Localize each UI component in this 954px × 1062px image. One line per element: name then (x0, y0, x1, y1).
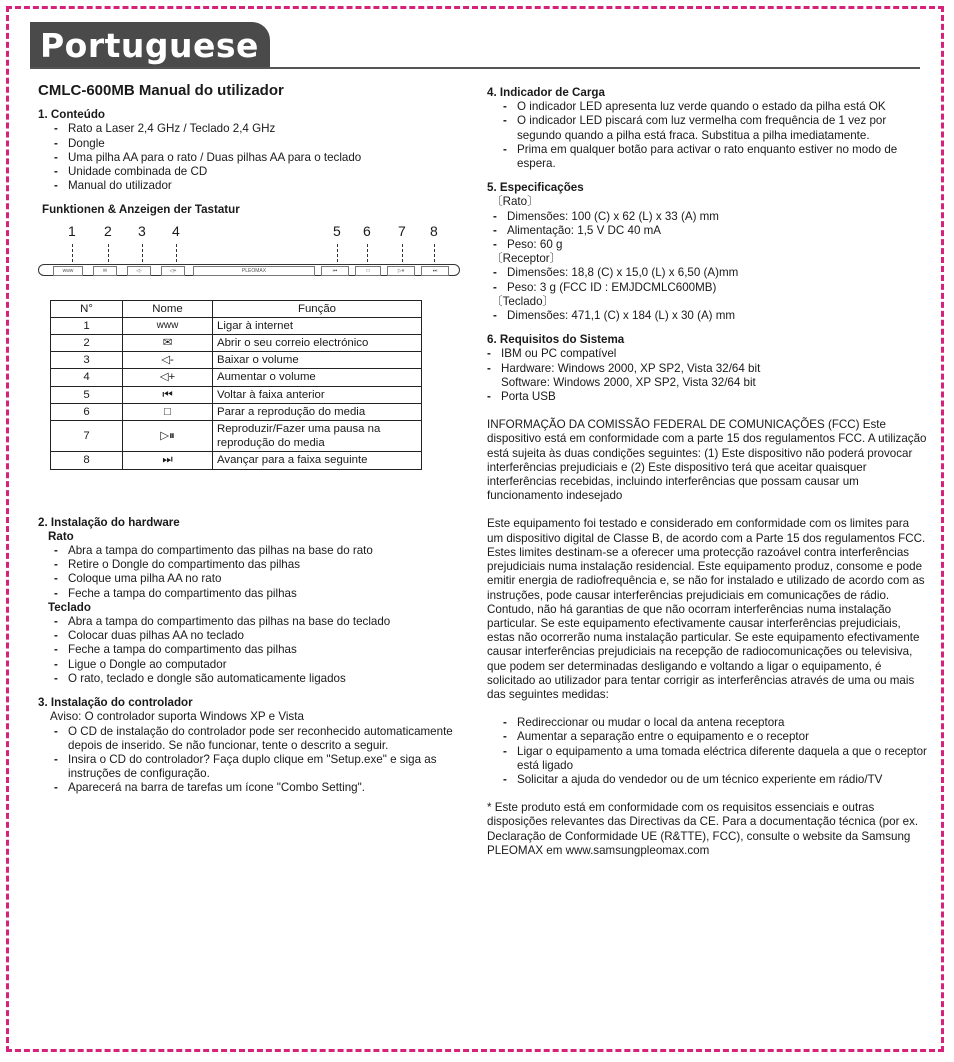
list-item: - Solicitar a ajuda do vendedor ou de um técnico experiente em rádio/TV (503, 773, 927, 787)
software-req: Software: Windows 2000, XP SP2, Vista 32/64 bit (501, 375, 756, 389)
spec-receiver-label: 〔Receptor〕 (491, 252, 562, 266)
volume-down-icon: ◁- (123, 352, 213, 369)
row-function: Aumentar o volume (213, 369, 422, 386)
key-number: 1 (68, 222, 76, 239)
list-item: - Colocar duas pilhas AA no teclado (54, 629, 468, 643)
previous-track-icon: ⏮ (123, 386, 213, 403)
list-item: - Ligar o equipamento a uma tomada eléctrica diferente daquela a que o receptor está ligado (503, 745, 927, 773)
row-number: 6 (51, 403, 123, 420)
interference-measures-list (487, 716, 927, 787)
row-number: 4 (51, 369, 123, 386)
list-item: - IBM ou PC compatível (487, 347, 927, 361)
keyboard-subheading: Teclado (48, 600, 91, 614)
row-function: Parar a reprodução do media (213, 403, 422, 420)
table-row (51, 335, 422, 352)
ce-statement: * Este produto está em conformidade com os requisitos essenciais e outras disposições relevantes das Directivas da CE. Para a documentação técnica (por ex. Declaração de Conformidade UE (R&TTE), FCC), consulte o website da Samsung PLEOMAX em www.samsungpleomax.com (487, 801, 919, 857)
row-number: 8 (51, 452, 123, 469)
fcc-class-b-statement: Este equipamento foi testado e considerado em conformidade com os limites para um dispositivo digital de Classe B, de acordo com a Parte 15 dos regulamentos FCC. Estes limites destinam-se a oferecer uma protecção razoável contra interferências prejudiciais numa instalação residencial. Este equipamento produz, consome e pode emitir energia de radiofrequência e, se não for instalado e utilizado de acordo com as instruções, pode causar interferências prejudiciais em comunicações de rádio. Contudo, não há garantias de que não ocorram interferências numa instalação particular. Se este equipamento efectivamente causar interferências prejudiciais, estas não ocorrerão numa instalação particular. Se este equipamento efectivamente causar interferências prejudiciais na recepção de radiocomunicações ou televisiva, que podem ser determinadas desligando e voltando a ligar o equipamento, é solicitado ao utilizador para tentar corrigir as interferências através de uma ou mais das seguintes medidas: (487, 517, 926, 701)
column-header: Nome (123, 300, 213, 317)
key-number: 2 (104, 222, 112, 239)
key-www: www (53, 266, 83, 276)
list-item: - O indicador LED apresenta luz verde quando o estado da pilha está OK (503, 100, 927, 114)
list-item: - O CD de instalação do controlador pode ser reconhecido automaticamente depois de inserido. Se não funcionar, tente o descrito a seguir. (54, 725, 468, 753)
list-item: - Redireccionar ou mudar o local da antena receptora (503, 716, 927, 730)
list-item: - Rato a Laser 2,4 GHz / Teclado 2,4 GHz (54, 122, 468, 136)
fcc-statement: INFORMAÇÃO DA COMISSÃO FEDERAL DE COMUNICAÇÕES (FCC) Este dispositivo está em conformidade com a parte 15 dos regulamentos FCC. A utilização está sujeita às duas condições seguintes: (1) Este dispositivo não poderá provocar interferências prejudiciais e (2) Este dispositivo terá que aceitar quaisquer interferências recebidas, incluindo interferências que possam causar um funcionamento indesejado (487, 418, 927, 503)
list-item: - O indicador LED piscará com luz vermelha com frequência de 1 vez por segundo quando a pilha está fraca. Substitua a pilha imediatamente. (503, 114, 927, 142)
list-item (487, 362, 927, 390)
list-item: - Prima em qualquer botão para activar o rato enquanto estiver no modo de espera. (503, 143, 927, 171)
section-2-heading: 2. Instalação do hardware (38, 515, 180, 529)
keyboard-bar (38, 264, 460, 276)
keyboard-install-list (38, 615, 468, 686)
left-column (38, 84, 468, 796)
mail-icon: ✉ (123, 335, 213, 352)
mouse-subheading: Rato (48, 529, 74, 543)
right-column (487, 86, 927, 858)
key-next: ⏭ (421, 266, 449, 276)
row-function: Reproduzir/Fazer uma pausa na reprodução do media (213, 421, 422, 452)
manual-title: CMLC-600MB Manual do utilizador (38, 82, 284, 99)
row-function: Ligar à internet (213, 317, 422, 334)
stop-icon: □ (123, 403, 213, 420)
table-row (51, 369, 422, 386)
key-prev: ⏮ (321, 266, 349, 276)
row-function: Baixar o volume (213, 352, 422, 369)
functions-table (50, 300, 422, 470)
contents-list (38, 122, 468, 193)
language-tab (30, 22, 270, 68)
section-1-heading: 1. Conteúdo (38, 108, 105, 122)
list-item: - Insira o CD do controlador? Faça duplo clique em "Setup.exe" e siga as instruções de configuração. (54, 753, 468, 781)
table-row (51, 317, 422, 334)
internet-icon: www (123, 317, 213, 334)
column-header: Função (213, 300, 422, 317)
key-mail: ✉ (93, 266, 117, 276)
header-rule (30, 67, 920, 69)
hardware-req: Hardware: Windows 2000, XP SP2, Vista 32/64 bit (501, 361, 761, 375)
spec-mouse-label: 〔Rato〕 (491, 195, 539, 209)
list-item: - Abra a tampa do compartimento das pilhas na base do rato (54, 544, 468, 558)
language-tab-label: Portuguese (40, 26, 259, 65)
keyboard-heading: Funktionen & Anzeigen der Tastatur (42, 203, 240, 217)
list-item: - Manual do utilizador (54, 179, 468, 193)
list-item: - Abra a tampa do compartimento das pilhas na base do teclado (54, 615, 468, 629)
key-number: 6 (363, 222, 371, 239)
list-item: - Dimensões: 18,8 (C) x 15,0 (L) x 6,50 (A)mm (493, 266, 927, 280)
key-number: 8 (430, 222, 438, 239)
driver-install-list (38, 725, 468, 796)
row-function: Avançar para a faixa seguinte (213, 452, 422, 469)
list-item: - Feche a tampa do compartimento das pilhas (54, 643, 468, 657)
driver-notice: Aviso: O controlador suporta Windows XP e Vista (50, 710, 304, 724)
table-row (51, 386, 422, 403)
table-row (51, 352, 422, 369)
key-vol-up: ◁+ (161, 266, 185, 276)
list-item: - Peso: 60 g (493, 238, 927, 252)
key-pleomax: PLEOMAX (193, 266, 315, 276)
list-item: - Aumentar a separação entre o equipamento e o receptor (503, 730, 927, 744)
row-number: 5 (51, 386, 123, 403)
keyboard-diagram (38, 224, 468, 286)
list-item: - Dimensões: 471,1 (C) x 184 (L) x 30 (A) mm (493, 309, 927, 323)
row-number: 1 (51, 317, 123, 334)
section-3-heading: 3. Instalação do controlador (38, 696, 193, 710)
section-4-heading: 4. Indicador de Carga (487, 86, 605, 99)
list-item: - Feche a tampa do compartimento das pilhas (54, 587, 468, 601)
table-row (51, 403, 422, 420)
row-function: Voltar à faixa anterior (213, 386, 422, 403)
table-row (51, 421, 422, 452)
list-item: - Porta USB (487, 390, 927, 404)
key-number: 5 (333, 222, 341, 239)
section-6-heading: 6. Requisitos do Sistema (487, 333, 625, 347)
key-number: 7 (398, 222, 406, 239)
table-row (51, 452, 422, 469)
row-number: 3 (51, 352, 123, 369)
list-item: - Peso: 3 g (FCC ID : EMJDCMLC600MB) (493, 281, 927, 295)
list-item: - Uma pilha AA para o rato / Duas pilhas AA para o teclado (54, 151, 468, 165)
spec-receiver-list (487, 266, 927, 294)
spec-keyboard-label: 〔Teclado〕 (491, 294, 555, 308)
column-header: N° (51, 300, 123, 317)
row-number: 7 (51, 421, 123, 452)
spec-mouse-list (487, 210, 927, 253)
key-stop: □ (355, 266, 381, 276)
list-item: - Retire o Dongle do compartimento das pilhas (54, 558, 468, 572)
list-item: - Dongle (54, 137, 468, 151)
next-track-icon: ⏭ (123, 452, 213, 469)
table-header-row (51, 300, 422, 317)
list-item: - Ligue o Dongle ao computador (54, 658, 468, 672)
key-play-pause: ▷⏸ (387, 266, 415, 276)
volume-up-icon: ◁+ (123, 369, 213, 386)
key-number: 3 (138, 222, 146, 239)
mouse-install-list (38, 544, 468, 601)
key-number: 4 (172, 222, 180, 239)
list-item: - Unidade combinada de CD (54, 165, 468, 179)
key-vol-down: ◁- (127, 266, 151, 276)
row-number: 2 (51, 335, 123, 352)
row-function: Abrir o seu correio electrónico (213, 335, 422, 352)
list-item: - O rato, teclado e dongle são automaticamente ligados (54, 672, 468, 686)
requirements-list (487, 347, 927, 404)
list-item: - Dimensões: 100 (C) x 62 (L) x 33 (A) mm (493, 210, 927, 224)
spec-keyboard-list (487, 309, 927, 323)
section-5-heading: 5. Especificações (487, 181, 584, 195)
play-pause-icon: ▷⏸ (123, 421, 213, 452)
list-item: - Alimentação: 1,5 V DC 40 mA (493, 224, 927, 238)
charge-indicator-list (487, 100, 927, 171)
list-item: - Aparecerá na barra de tarefas um ícone "Combo Setting". (54, 781, 468, 795)
list-item: - Coloque uma pilha AA no rato (54, 572, 468, 586)
